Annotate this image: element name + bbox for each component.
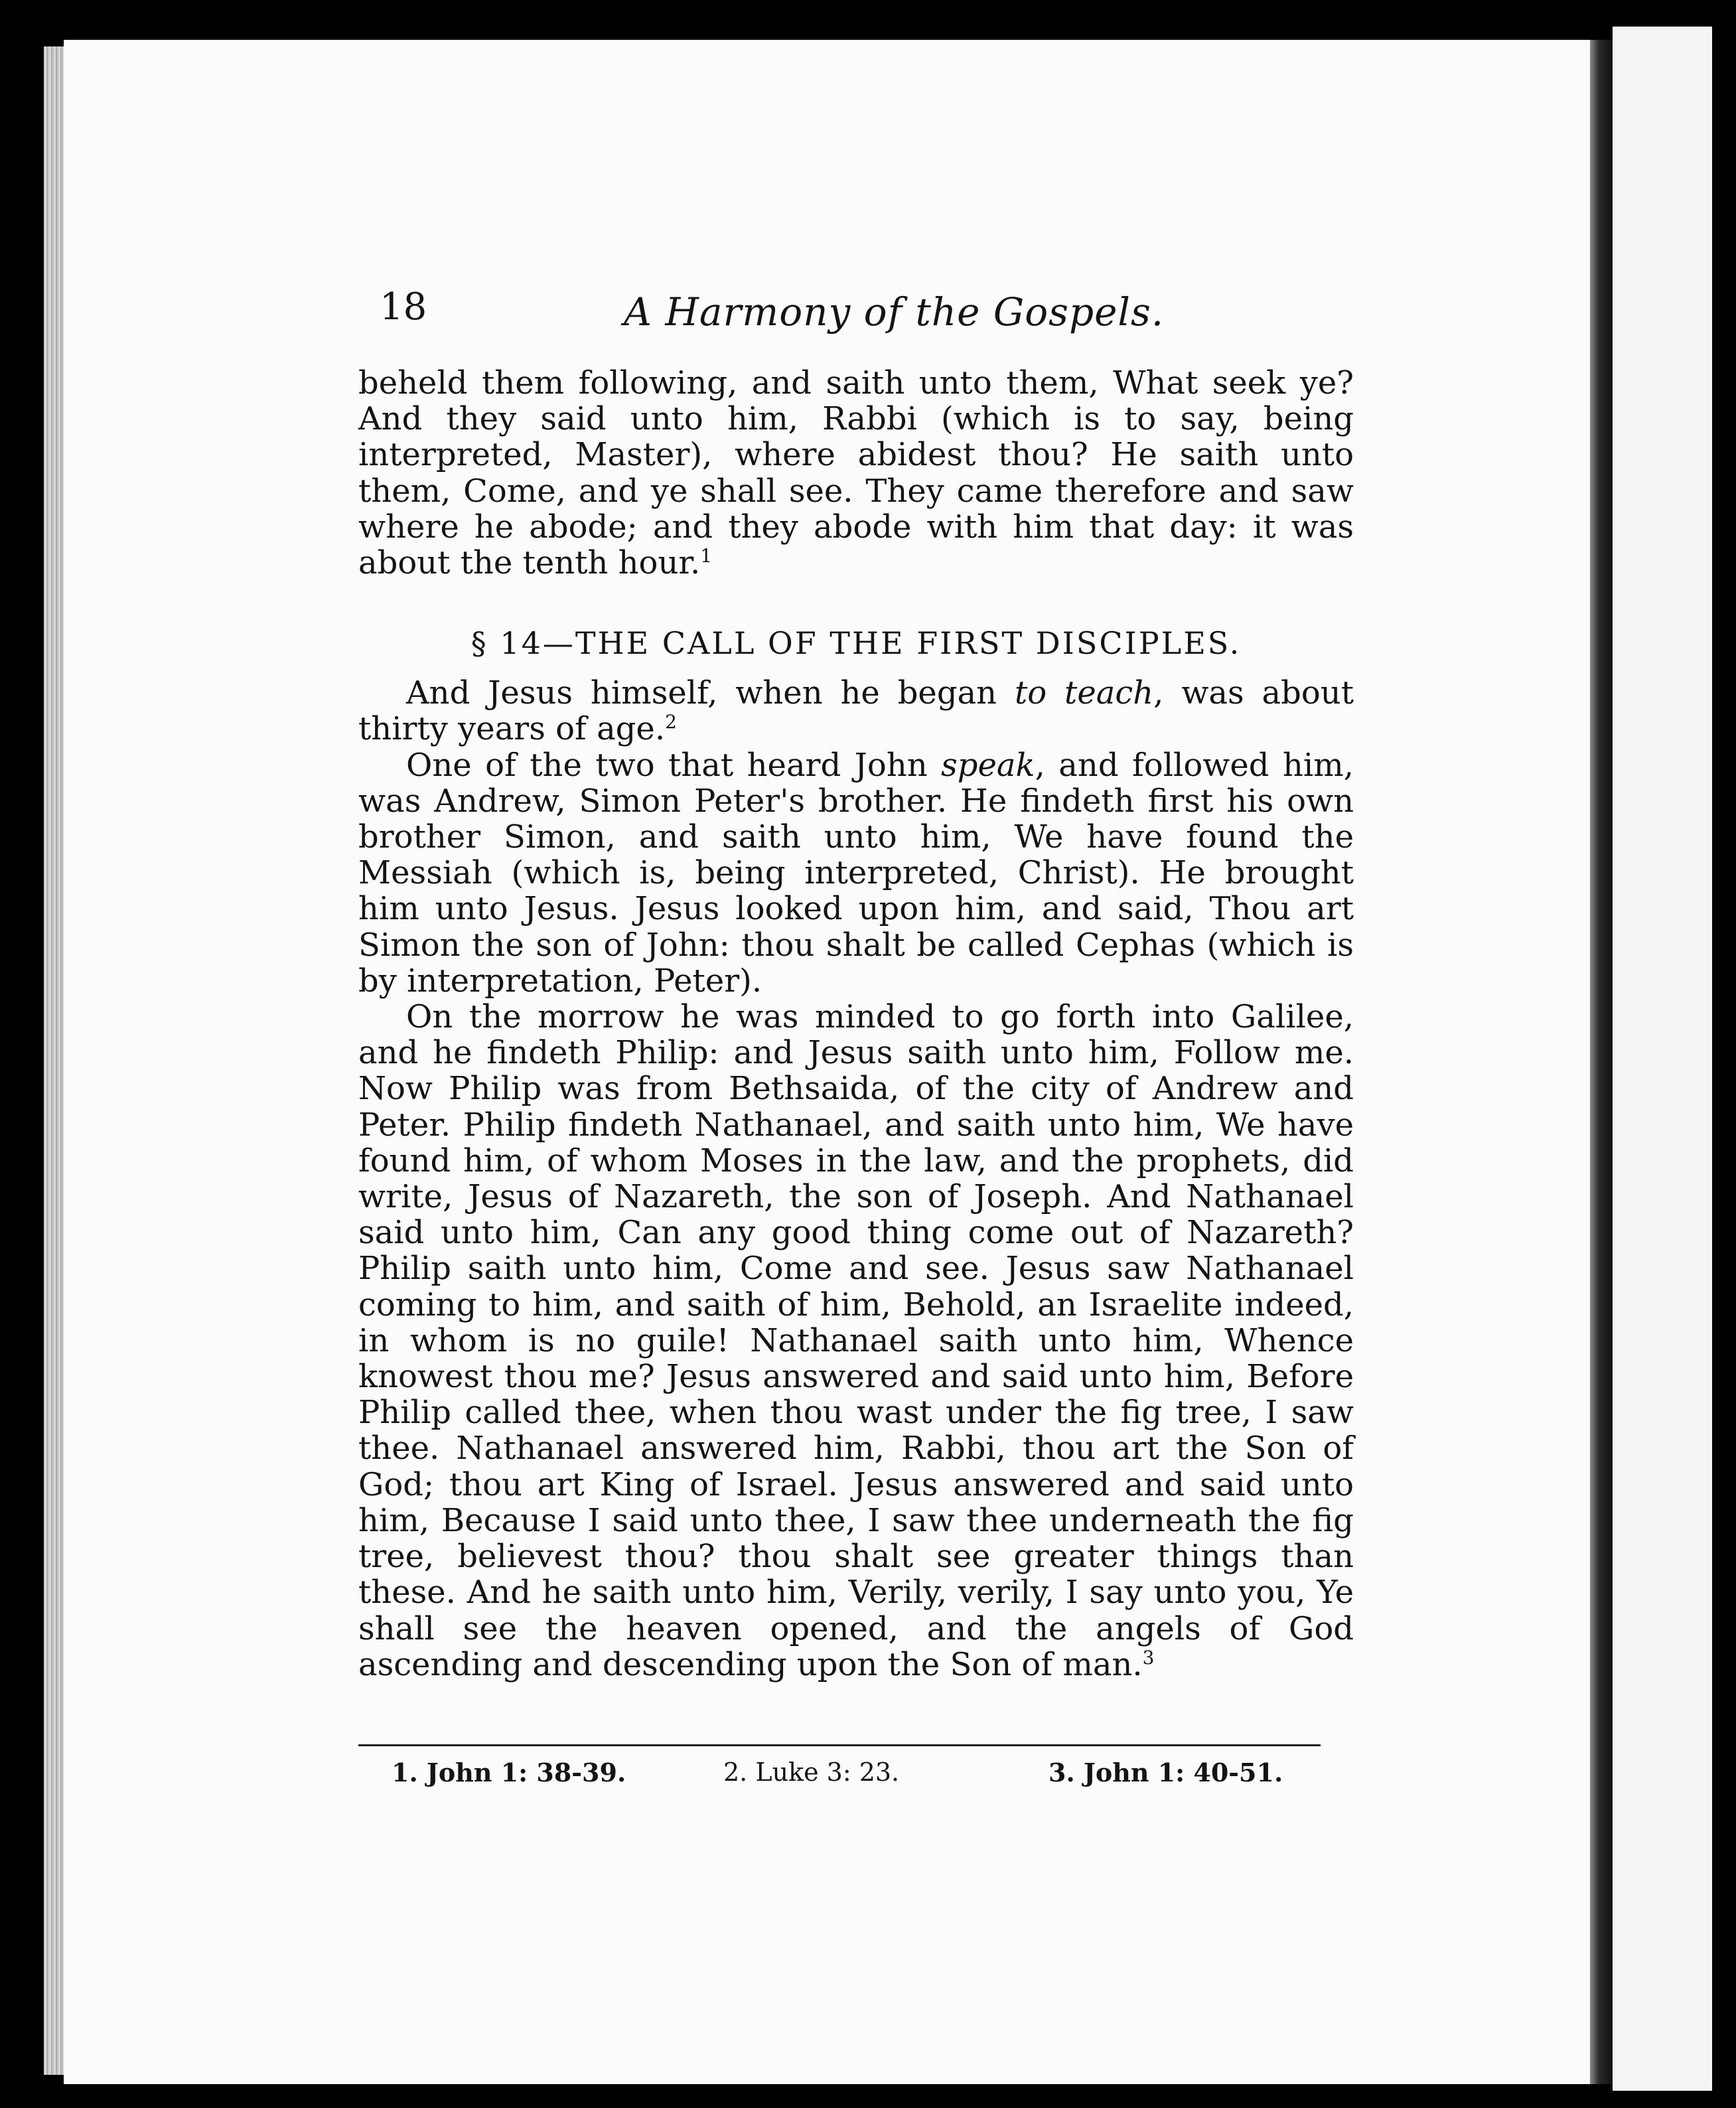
paragraph-3-text: On the morrow he was minded to go forth into Galilee, and he findeth Philip: and Jesus saith unto him, Follow me. Now Philip was from Bethsaida, of the city of Andrew and Peter. Philip findeth Nathanael, and saith unto him, We have found him, of whom Moses in the law, and the prophets, did write, Jesus of Nazareth, the son of Joseph. And Nathanael said unto him, Can any good thing come out of Nazareth? Philip saith unto him, Come and see. Jesus saw Nathanael coming to him, and saith of him, Behold, an Israelite indeed, in whom is no guile! Nathanael saith unto him, Whence knowest thou me? Jesus answered and said unto him, Before Philip called thee, when thou wast under the fig tree, I saw thee. Nathanael answered him, Rabbi, thou art the Son of God; thou art King of Israel. Jesus answered and said unto him, Because I said unto thee, I saw thee underneath the fig tree, believest thou? thou shalt see greater things than these. And he saith unto him, Verily, verily, I say unto you, Ye shall see the heaven opened, and the angels of God ascending and descending upon the Son of man. [358,998,1354,1683]
footnote-1: 1. John 1: 38-39. [392,1758,626,1787]
section-heading: § 14—THE CALL OF THE FIRST DISCIPLES. [470,625,1242,662]
paragraph-1-text-a: And Jesus himself, when he began [406,674,1015,712]
continuation-text: beheld them following, and saith unto them, What seek ye? And they said unto him, Rabbi (which is to say, being interpreted, Master), where abidest thou? He saith unto them, Come, and ye shall see. They came therefore and saw where he abode; and they abode with him that day: it was about the tenth hour. [358,364,1354,582]
footnotes [392,1758,1321,1797]
paragraph-1-text-b: , was about thirty years of age. [358,674,1354,748]
paragraph-3 [358,999,1354,1683]
paragraph-2-italic: speak [941,746,1035,784]
footnote-3: 3. John 1: 40-51. [1049,1758,1283,1787]
paragraph-2-text-b: , and followed him, was Andrew, Simon Peter's brother. He findeth first his own brother Simon, and saith unto him, We have found the Messiah (which is, being interpreted, Christ). He brought him unto Jesus. Jesus looked upon him, and said, Thou art Simon the son of John: thou shalt be called Cephas (which is by interpretation, Peter). [358,746,1354,1000]
footnote-ref-2: 2 [665,711,677,733]
footnote-ref-1: 1 [700,545,713,567]
running-head [358,285,1354,365]
book-binding [1590,40,1613,2084]
paragraph-1-italic: to teach [1014,674,1154,712]
paragraph-2 [358,747,1354,999]
footnote-ref-3: 3 [1142,1646,1155,1669]
paragraph-2-text-a: One of the two that heard John [406,746,942,784]
text-block [358,285,1354,1683]
paragraph-1 [358,675,1354,747]
footnote-divider [358,1744,1321,1746]
continuation-paragraph [358,365,1354,581]
page-number: 18 [380,285,427,329]
opposite-page-edge [1613,27,1712,2091]
footnote-2: 2. Luke 3: 23. [723,1758,900,1787]
running-title: A Harmony of the Gospels. [624,289,1165,335]
